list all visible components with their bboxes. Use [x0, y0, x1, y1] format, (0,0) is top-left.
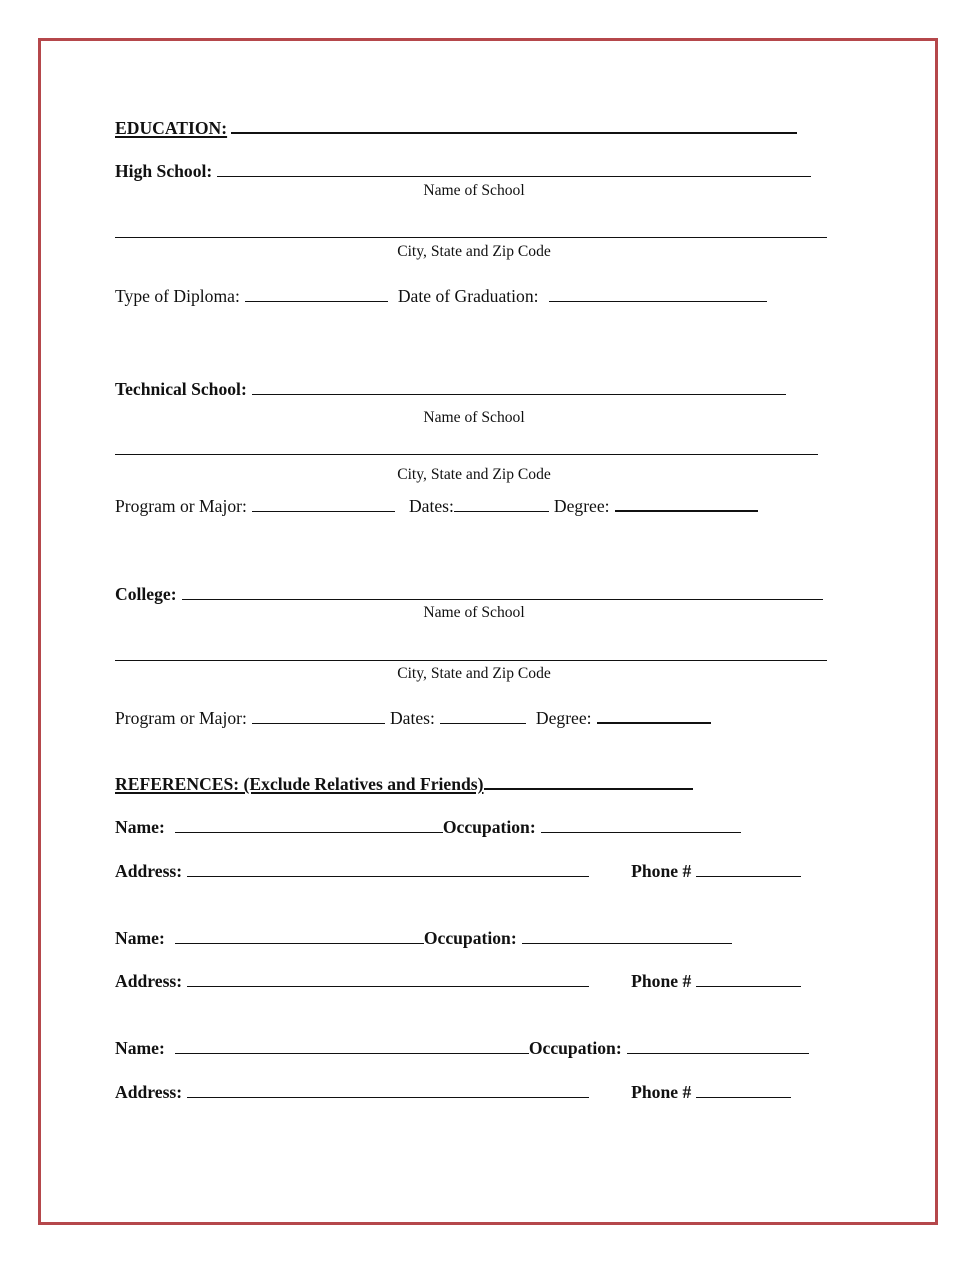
- reference-2-address-field[interactable]: [187, 969, 589, 987]
- technical-dates-field[interactable]: [454, 494, 549, 512]
- education-heading-row: [115, 115, 797, 139]
- college-city-row: [115, 643, 827, 666]
- reference-3-name-field[interactable]: [175, 1036, 529, 1054]
- college-program-field[interactable]: [252, 706, 385, 724]
- graduation-field[interactable]: [549, 284, 767, 302]
- references-heading: REFERENCES: (Exclude Relatives and Friends): [115, 774, 484, 794]
- high-school-name-caption: Name of School: [423, 182, 525, 199]
- reference-2-name-row: [115, 926, 732, 949]
- high-school-name-field[interactable]: [217, 159, 811, 177]
- college-degree-label: Degree:: [535, 708, 592, 728]
- reference-1-name-label: Name:: [115, 817, 165, 837]
- technical-school-program-row: [115, 493, 758, 517]
- college-row: [115, 582, 823, 605]
- technical-school-city-row: [115, 437, 818, 460]
- reference-3-address-row: [115, 1080, 791, 1103]
- reference-1-occupation-field[interactable]: [541, 815, 741, 833]
- technical-school-row: [115, 377, 786, 400]
- reference-3-address-field[interactable]: [187, 1080, 589, 1098]
- references-heading-row: [115, 771, 693, 795]
- college-name-caption: Name of School: [423, 604, 525, 621]
- technical-school-name-caption: Name of School: [423, 409, 525, 426]
- graduation-label: Date of Graduation:: [397, 286, 539, 306]
- college-name-field[interactable]: [182, 582, 823, 600]
- reference-1-address-field[interactable]: [187, 859, 589, 877]
- diploma-label: Type of Diploma:: [115, 286, 240, 306]
- reference-2-address-row: [115, 969, 801, 992]
- college-city-field[interactable]: [115, 643, 827, 661]
- technical-program-field[interactable]: [252, 494, 395, 512]
- high-school-label: High School:: [115, 161, 213, 181]
- reference-3-address-label: Address:: [115, 1082, 183, 1102]
- technical-school-name-field[interactable]: [252, 377, 786, 395]
- high-school-city-row: [115, 220, 827, 243]
- high-school-city-field[interactable]: [115, 220, 827, 238]
- technical-school-city-caption: City, State and Zip Code: [397, 466, 551, 483]
- reference-1-occupation-label: Occupation:: [442, 817, 536, 837]
- education-heading-line: [231, 115, 797, 134]
- diploma-field[interactable]: [245, 284, 388, 302]
- technical-school-label: Technical School:: [115, 379, 247, 399]
- reference-1-name-field[interactable]: [175, 815, 443, 833]
- reference-2-name-field[interactable]: [175, 926, 424, 944]
- reference-2-name-label: Name:: [115, 928, 165, 948]
- reference-1-address-row: [115, 859, 801, 882]
- reference-3-name-label: Name:: [115, 1038, 165, 1058]
- references-heading-line: [484, 771, 693, 790]
- reference-2-phone-field[interactable]: [696, 969, 801, 987]
- technical-school-city-field[interactable]: [115, 437, 818, 455]
- high-school-diploma-row: [115, 284, 767, 307]
- reference-1-address-label: Address:: [115, 861, 183, 881]
- reference-2-occupation-field[interactable]: [522, 926, 732, 944]
- high-school-city-caption: City, State and Zip Code: [397, 243, 551, 260]
- technical-degree-field[interactable]: [615, 493, 758, 512]
- college-program-row: [115, 705, 711, 729]
- reference-2-address-label: Address:: [115, 971, 183, 991]
- college-city-caption: City, State and Zip Code: [397, 665, 551, 682]
- reference-2-occupation-label: Occupation:: [423, 928, 517, 948]
- reference-1-phone-label: Phone #: [631, 861, 692, 881]
- reference-3-phone-field[interactable]: [696, 1080, 791, 1098]
- college-degree-field[interactable]: [597, 705, 711, 724]
- college-program-label: Program or Major:: [115, 708, 247, 728]
- high-school-row: [115, 159, 811, 182]
- reference-1-name-row: [115, 815, 741, 838]
- reference-2-phone-label: Phone #: [631, 971, 692, 991]
- reference-3-occupation-field[interactable]: [627, 1036, 809, 1054]
- college-dates-field[interactable]: [440, 706, 526, 724]
- reference-3-name-row: [115, 1036, 809, 1059]
- reference-3-occupation-label: Occupation:: [528, 1038, 622, 1058]
- technical-dates-label: Dates:: [408, 496, 454, 516]
- technical-degree-label: Degree:: [553, 496, 610, 516]
- college-dates-label: Dates:: [389, 708, 435, 728]
- college-label: College:: [115, 584, 177, 604]
- technical-program-label: Program or Major:: [115, 496, 247, 516]
- reference-3-phone-label: Phone #: [631, 1082, 692, 1102]
- reference-1-phone-field[interactable]: [696, 859, 801, 877]
- education-heading: EDUCATION:: [115, 118, 228, 138]
